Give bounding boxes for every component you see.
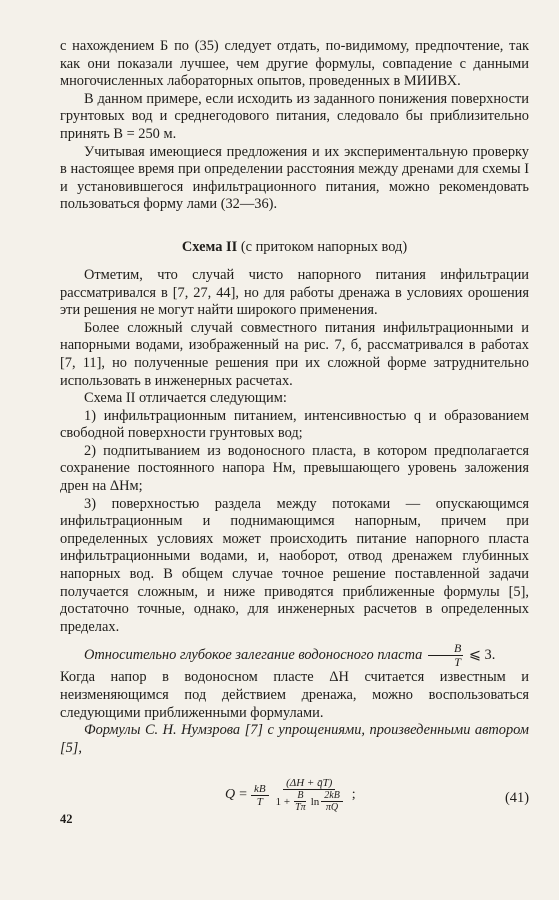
section-heading-bold: Схема II (181, 238, 238, 255)
after-paragraph-2: Формулы С. Н. Нумзрова [7] с упрощениями, произведенными автором [5], (60, 722, 529, 756)
formula-tail: ; (351, 787, 356, 803)
formula-lhs: Q (225, 787, 236, 803)
formula-k-den: T (256, 795, 263, 808)
section-paragraph-1: Отметим, что случай чисто напорного питания инфильтрации рассматривался в [7, 27, 44], но для работы дренажа в условиях орошения эти решения не могут найти широкого применения. (60, 266, 529, 319)
subheading-fraction-den: T (454, 655, 461, 670)
formula-den-fraction (292, 790, 309, 813)
formula-k-num: kB (251, 783, 269, 796)
subheading-relation: ⩽ 3. (468, 647, 496, 664)
section-paragraph-2: Более сложный случай совместного питания инфильтрационными и напорными водами, изображенный на рис. 7, б, рассматривался в работах [7, 11], но полученные решения при их сложной форме затруднительно использовать в инженерных расчетах. (60, 319, 529, 389)
after-paragraph-1: Когда напор в водоносном пласте ΔH считается известным и неизменяющимся под действием дренажа, можно воспользоваться следующими приближенными формулами. (60, 669, 529, 721)
subheading-text: Относительно глубокое залегание водоносного пласта (84, 647, 423, 664)
formula-ln-num: 2kB (321, 790, 343, 802)
formula-den-frac-den: Tπ (295, 802, 306, 814)
formula-den-frac-num: B (294, 790, 306, 802)
subheading-fraction (428, 642, 463, 669)
formula-41 (225, 777, 356, 813)
subheading (60, 642, 529, 669)
formula-equals: = (239, 787, 248, 803)
formula-ln-fraction (321, 790, 343, 813)
list-item-3: 3) поверхностью раздела между потоками — опускающимся инфильтрационным и поднимающимся напорным, причем при определенных условиях может происходить питание напорного пласта инфильтрационными водами, и, наоборот, отвод дренажем глубинных напорных вод. В общем случае точное решение поставленной задачи получается сложным, и ниже приводятся приближенные формулы [5], достаточно точные, однако, для инженерных расчетов в определенных пределах. (60, 495, 529, 635)
formula-ln-den: πQ (325, 802, 339, 814)
formula-row (60, 763, 529, 833)
list-item-2: 2) подпитыванием из водоносного пласта, в котором предполагается сохранение постоянного напора Hм, превышающего уровень заложения дрен на ΔHм; (60, 442, 529, 495)
formula-main-num: (ΔH + q̄T) (283, 777, 335, 790)
equation-number: (41) (505, 790, 529, 807)
subheading-fraction-num: B (428, 642, 463, 656)
formula-main-fraction (273, 777, 346, 813)
paragraph-3: Учитывая имеющиеся предложения и их экспериментальную проверку в настоящее время при определении расстояния между дренами для схемы I и установившегося инфильтрационного питания, можно рекомендовать пользоваться форму лами (32—36). (60, 143, 529, 213)
paragraph-1: с нахождением Б по (35) следует отдать, по-видимому, предпочтение, так как они показали лучшее, чем другие формулы, совпадение с данными многочисленных лабораторных опытов, проведенных в МИИВХ. (60, 38, 529, 90)
section-paragraph-3: Схема II отличается следующим: (84, 390, 287, 407)
formula-den-one: 1 + (275, 795, 291, 808)
page-number: 42 (60, 812, 73, 826)
formula-k-fraction (251, 783, 269, 808)
section-heading (60, 238, 529, 256)
section-heading-rest: (с притоком напорных вод) (240, 238, 408, 255)
formula-main-den (273, 790, 346, 813)
list-item-1: 1) инфильтрационным питанием, интенсивностью q и образованием свободной поверхности грунтовых вод; (60, 407, 529, 442)
formula-den-ln: ln (310, 795, 320, 808)
paragraph-2: В данном примере, если исходить из заданного понижения поверхности грунтовых вод и среднегодового питания, следовало бы приблизительно принять B = 250 м. (60, 90, 529, 142)
